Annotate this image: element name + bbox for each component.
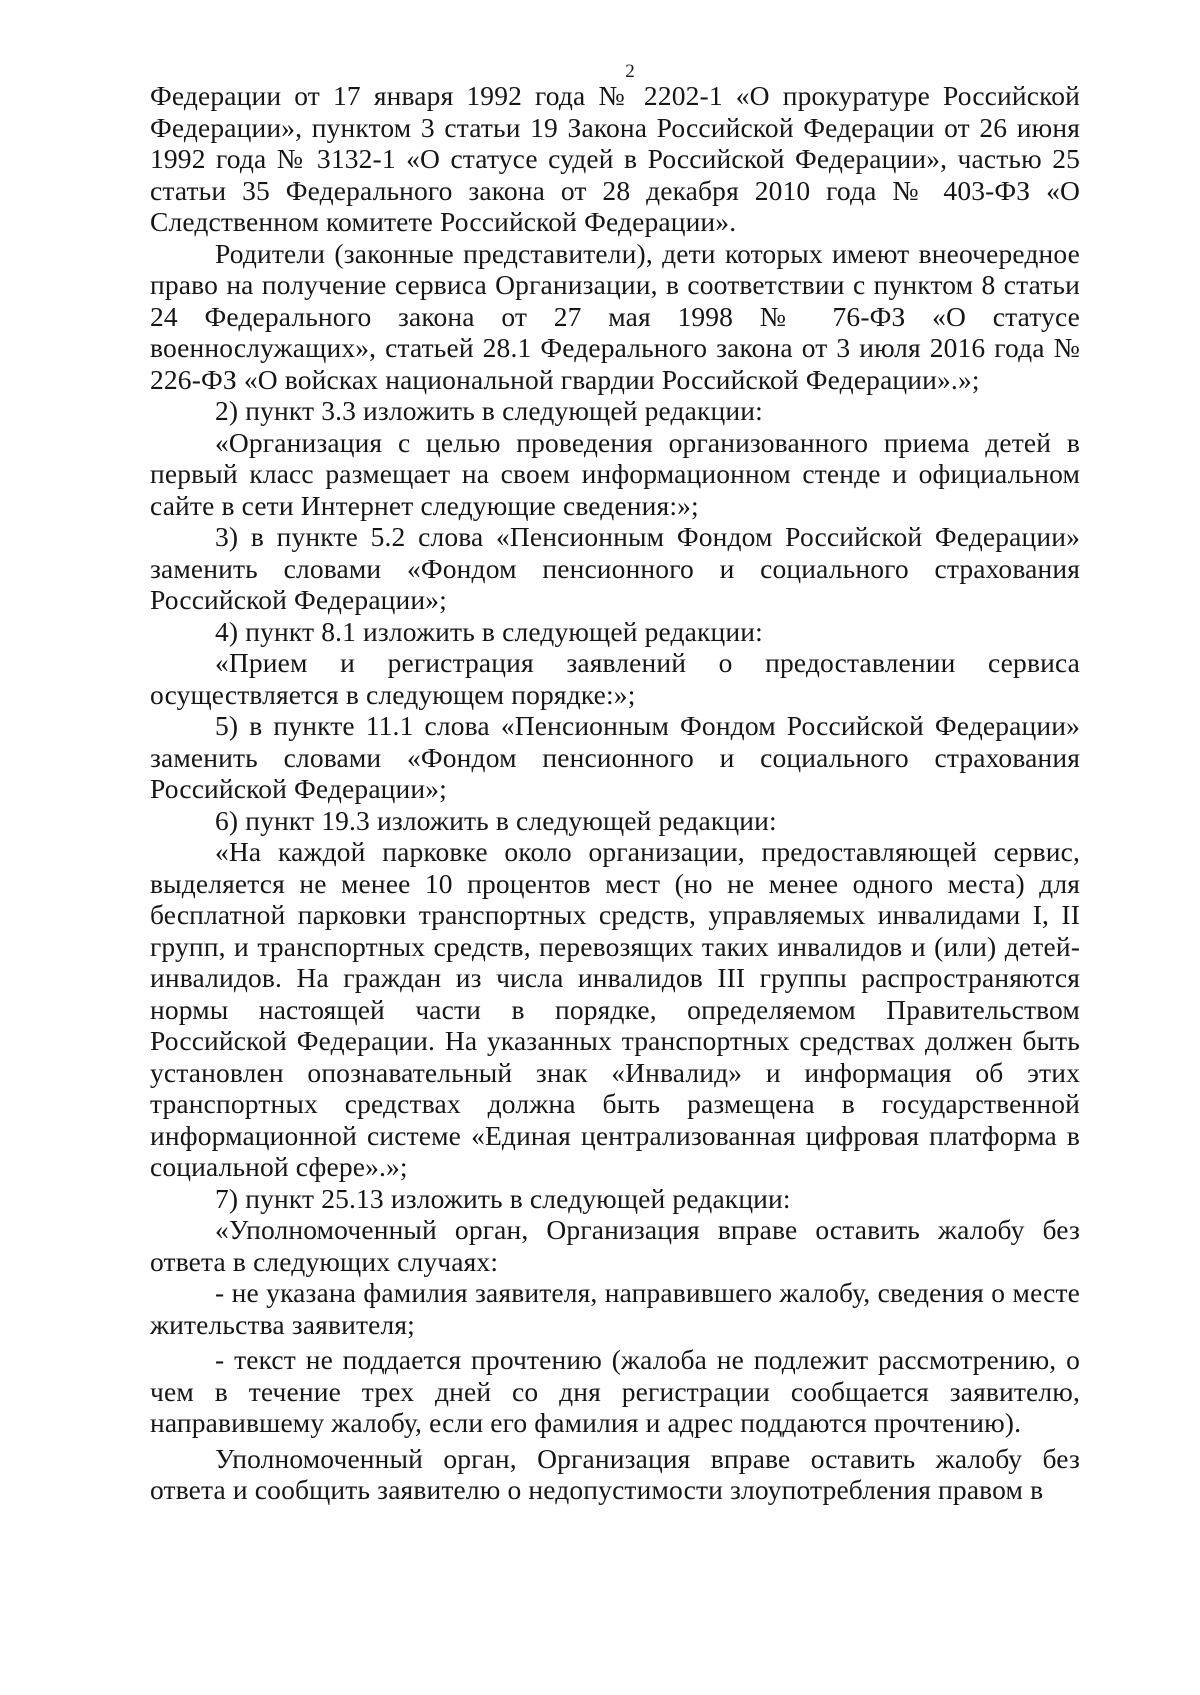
paragraph: «На каждой парковке около организации, предоставляющей сервис, выделяется не менее 10 процентов мест (но не менее одного места) для бесплатной парковки транспортных средств, управляемых инвалидами I, II групп, и транспортных средств, перевозящих таких инвалидов и (или) детей-инвалидов. На граждан из числа инвалидов III группы распространяются нормы настоящей части в порядке, определяемом Правительством Российской Федерации. На указанных транспортных средствах должен быть установлен опознавательный знак «Инвалид» и информация об этих транспортных средствах должна быть размещена в государственной информационной системе «Единая централизованная цифровая платформа в социальной сфере».»; [150, 836, 1080, 1182]
paragraph: 7) пункт 25.13 изложить в следующей редакции: [215, 1182, 791, 1214]
paragraph: «Уполномоченный орган, Организация вправе оставить жалобу без ответа в следующих случаях: [150, 1214, 1080, 1277]
page-number: 2 [625, 61, 635, 82]
paragraph: 6) пункт 19.3 изложить в следующей редакции: [215, 804, 777, 836]
paragraph: Уполномоченный орган, Организация вправе оставить жалобу без ответа и сообщить заявителю о недопустимости злоупотребления правом в [150, 1442, 1080, 1505]
paragraph: 5) в пункте 11.1 слова «Пенсионным Фондом Российской Федерации» заменить словами «Фондом пенсионного и социального страхования Российской Федерации»; [150, 710, 1080, 804]
document-page [150, 60, 1080, 1506]
paragraph: 3) в пункте 5.2 слова «Пенсионным Фондом Российской Федерации» заменить словами «Фондом пенсионного и социального страхования Российской Федерации»; [150, 521, 1080, 615]
paragraph: Родители (законные представители), дети которых имеют внеочередное право на получение сервиса Организации, в соответствии с пунктом 8 статьи 24 Федерального закона от 27 мая 1998 № 76-ФЗ «О статусе военнослужащих», статьей 28.1 Федерального закона от 3 июля 2016 года № 226-ФЗ «О войсках национальной гвардии Российской Федерации».»; [150, 237, 1080, 395]
paragraph: «Прием и регистрация заявлений о предоставлении сервиса осуществляется в следующем порядке:»; [150, 647, 1080, 710]
paragraph: - текст не поддается прочтению (жалоба не подлежит рассмотрению, о чем в течение трех дней со дня регистрации сообщается заявителю, направившему жалобу, если его фамилия и адрес поддаются прочтению). [150, 1344, 1080, 1438]
document-body [150, 80, 1080, 1506]
paragraph: - не указана фамилия заявителя, направившего жалобу, сведения о месте жительства заявителя; [150, 1277, 1080, 1340]
paragraph: 2) пункт 3.3 изложить в следующей редакции: [215, 395, 763, 426]
paragraph: 4) пункт 8.1 изложить в следующей редакции: [215, 615, 763, 647]
paragraph: Федерации от 17 января 1992 года № 2202-1 «О прокуратуре Российской Федерации», пунктом 3 статьи 19 Закона Российской Федерации от 26 июня 1992 года № 3132-1 «О статусе судей в Российской Федерации», частью 25 статьи 35 Федерального закона от 28 декабря 2010 года № 403-ФЗ «О Следственном комитете Российской Федерации». [150, 80, 1080, 237]
paragraph: «Организация с целью проведения организованного приема детей в первый класс размещает на своем информационном стенде и официальном сайте в сети Интернет следующие сведения:»; [150, 426, 1080, 521]
